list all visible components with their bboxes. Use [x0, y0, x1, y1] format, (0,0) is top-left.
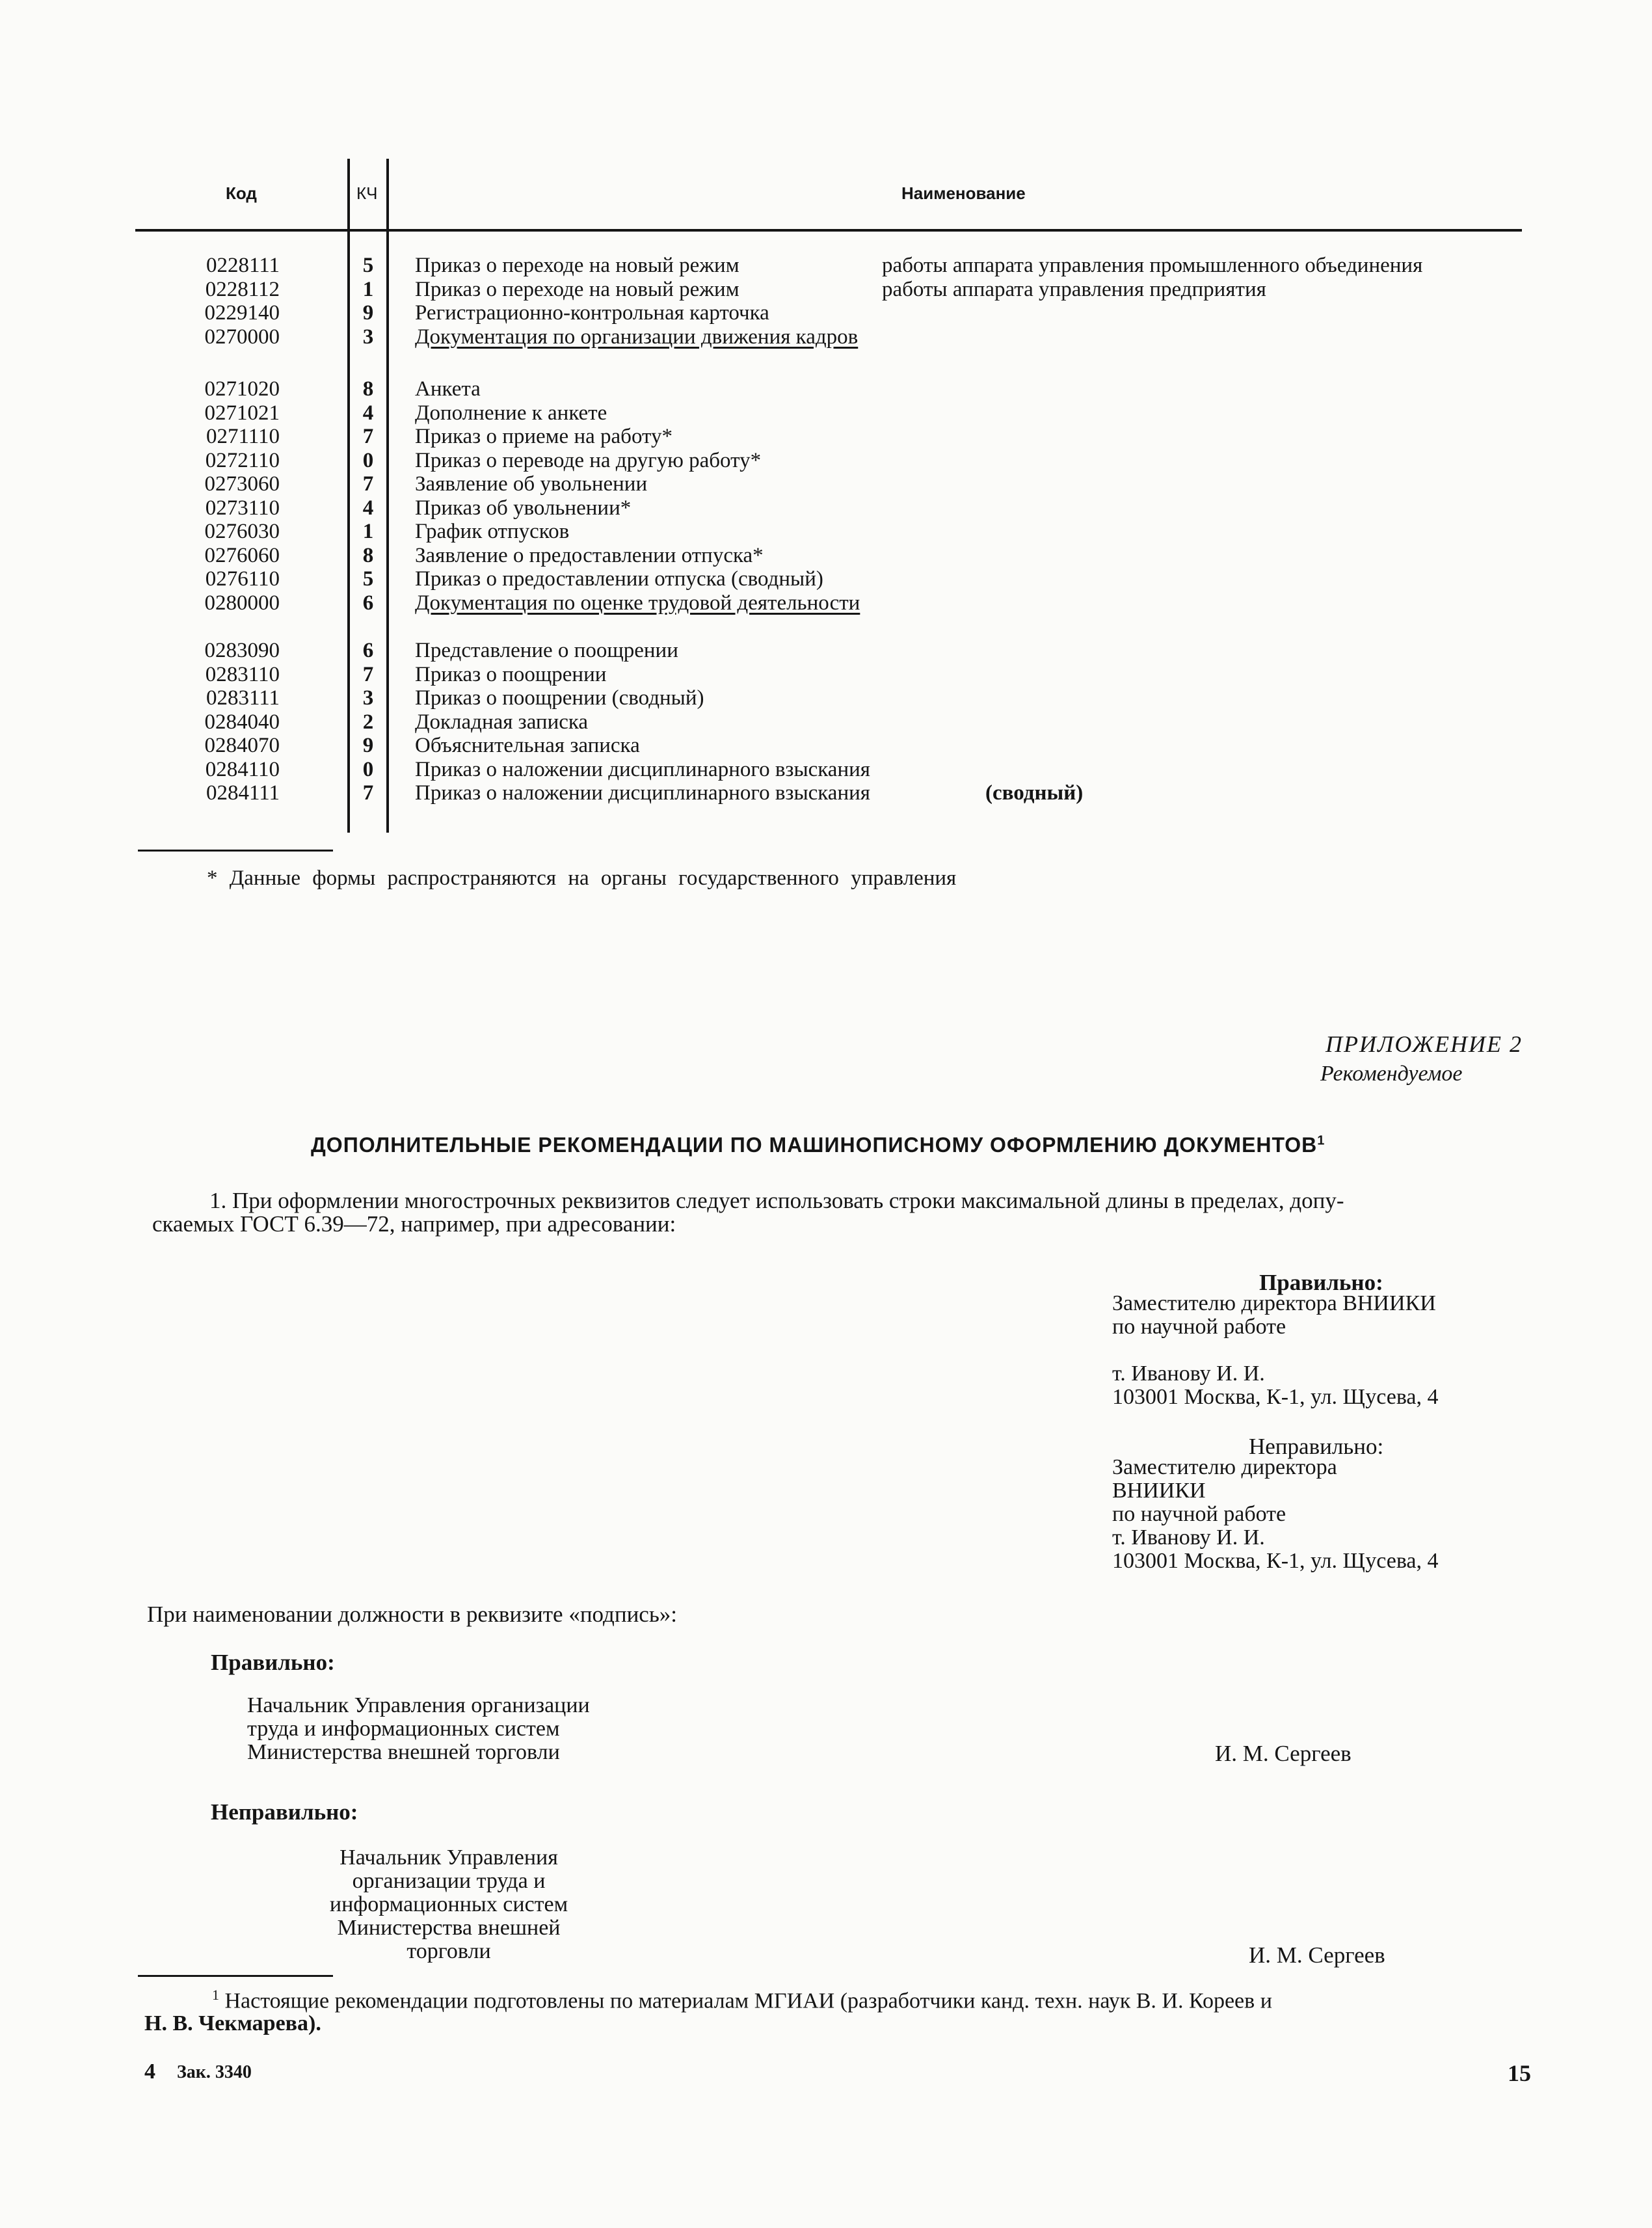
form-code: 0284070	[204, 734, 280, 757]
form-code: 0271021	[204, 401, 280, 425]
table-row	[0, 449, 1652, 472]
table-row	[0, 496, 1652, 520]
footnote-rule	[138, 850, 333, 852]
form-name: Приказ о поощрении (сводный)	[415, 686, 704, 710]
form-code: 0271020	[204, 377, 280, 401]
form-name: График отпусков	[415, 520, 570, 543]
table-row	[0, 781, 1652, 805]
table-row	[0, 639, 1652, 662]
form-name: Приказ о приеме на работу*	[415, 425, 673, 448]
address-wrong-label: Неправильно:	[1249, 1434, 1384, 1459]
form-code: 0273060	[204, 472, 280, 496]
control-number: 1	[362, 277, 374, 301]
form-name: Приказ о поощрении	[415, 662, 607, 686]
table-row	[0, 472, 1652, 496]
form-name: Документация по оценке трудовой деятельности	[415, 591, 860, 615]
signature-intro: При наименовании должности в реквизите «подпись»:	[147, 1602, 678, 1627]
form-code: 0229140	[204, 301, 280, 325]
form-code: 0276030	[204, 520, 280, 543]
address-wrong-block: Заместителю директора ВНИИКИ по научной работе т. Иванову И. И. 103001 Москва, К-1, ул. Щусева, 4	[1112, 1455, 1439, 1573]
control-number: 1	[362, 520, 374, 543]
signature-name-1: И. М. Сергеев	[1215, 1741, 1352, 1766]
control-number: 9	[362, 301, 374, 325]
control-number: 0	[362, 757, 374, 781]
control-number: 8	[362, 543, 374, 567]
form-name: Приказ об увольнении*	[415, 496, 632, 520]
page-footnote-mark: 1	[212, 1987, 219, 2003]
paragraph-1-line-1: 1. При оформлении многострочных реквизитов следует использовать строки максимальной длины в пределах, допу-	[209, 1188, 1344, 1213]
table-row	[0, 520, 1652, 543]
signature-correct-block: Начальник Управления организации труда и информационных систем Министерства внешней торговли	[247, 1693, 590, 1764]
footer-order-number: Зак. 3340	[177, 2062, 252, 2082]
control-number: 6	[362, 639, 374, 662]
page-number: 15	[1508, 2060, 1531, 2086]
page-footnote-line-1	[212, 1987, 1272, 2013]
control-number: 7	[362, 662, 374, 686]
appendix-title: ПРИЛОЖЕНИЕ 2	[1326, 1031, 1523, 1057]
form-name: Заявление об увольнении	[415, 472, 648, 496]
form-code: 0284111	[206, 781, 280, 805]
control-number: 7	[362, 781, 374, 805]
header-rule	[135, 229, 1522, 232]
page-footnote-rule	[138, 1975, 333, 1977]
form-name-continuation: работы аппарата управления промышленного объединения	[882, 254, 1423, 277]
form-code: 0283090	[204, 639, 280, 662]
control-number: 7	[362, 425, 374, 448]
form-name: Приказ о переводе на другую работу*	[415, 448, 762, 472]
signature-wrong-block: Начальник Управления организации труда и информационных систем Министерства внешней торговли	[329, 1845, 568, 1963]
column-header-kch: КЧ	[356, 183, 378, 203]
form-code: 0272110	[205, 448, 280, 472]
address-correct-block: Заместителю директора ВНИИКИ по научной работе т. Иванову И. И. 103001 Москва, К-1, ул. Щусева, 4	[1112, 1291, 1439, 1409]
table-row	[0, 254, 1652, 277]
column-header-code: Код	[226, 183, 257, 203]
form-code: 0271110	[206, 425, 280, 448]
table-row	[0, 734, 1652, 757]
form-code: 0276110	[205, 567, 280, 591]
form-name: Анкета	[415, 377, 481, 401]
form-name: Приказ о переходе на новый режим	[415, 277, 739, 301]
signature-correct-label: Правильно:	[211, 1650, 335, 1675]
control-number: 3	[362, 686, 374, 710]
control-number: 9	[362, 734, 374, 757]
table-row	[0, 377, 1652, 401]
table-footnote: * Данные формы распространяются на органы государственного управления	[207, 866, 957, 890]
control-number: 6	[362, 591, 374, 615]
form-name: Приказ о наложении дисциплинарного взыскания	[415, 781, 870, 805]
form-code: 0284110	[205, 757, 280, 781]
form-code: 0228111	[206, 254, 280, 277]
form-name: Докладная записка	[415, 710, 589, 734]
table-row	[0, 425, 1652, 448]
control-number: 0	[362, 448, 374, 472]
control-number: 3	[362, 325, 374, 349]
form-name: Регистрационно-контрольная карточка	[415, 301, 769, 325]
control-number: 5	[362, 254, 374, 277]
table-row	[0, 758, 1652, 781]
footer-left-number: 4	[144, 2060, 155, 2084]
table-row	[0, 301, 1652, 325]
table-row	[0, 401, 1652, 425]
form-code: 0283110	[205, 662, 280, 686]
form-name: Дополнение к анкете	[415, 401, 607, 425]
form-code: 0228112	[205, 277, 280, 301]
signature-wrong-label: Неправильно:	[211, 1799, 358, 1825]
control-number: 5	[362, 567, 374, 591]
form-name: Заявление о предоставлении отпуска*	[415, 543, 764, 567]
control-number: 8	[362, 377, 374, 401]
column-header-name: Наименование	[901, 183, 1026, 203]
paragraph-1-line-2: скаемых ГОСТ 6.39—72, например, при адресовании:	[152, 1211, 676, 1237]
form-name: Приказ о предоставлении отпуска (сводный)	[415, 567, 823, 591]
form-code: 0276060	[204, 543, 280, 567]
form-name: Объяснительная записка	[415, 734, 640, 757]
appendix-subtitle: Рекомендуемое	[1320, 1062, 1463, 1086]
form-name: Представление о поощрении	[415, 639, 678, 662]
control-number: 4	[362, 496, 374, 520]
page-footnote-text: Настоящие рекомендации подготовлены по материалам МГИАИ (разработчики канд. техн. наук В. И. Кореев и	[224, 1989, 1272, 2013]
form-code: 0280000	[204, 591, 280, 615]
signature-name-2: И. М. Сергеев	[1249, 1942, 1385, 1968]
table-row	[0, 567, 1652, 591]
section-title-text: ДОПОЛНИТЕЛЬНЫЕ РЕКОМЕНДАЦИИ ПО МАШИНОПИСНОМУ ОФОРМЛЕНИЮ ДОКУМЕНТОВ	[311, 1133, 1318, 1157]
table-row	[0, 686, 1652, 710]
section-footnote-mark: 1	[1317, 1133, 1326, 1148]
table-row	[0, 710, 1652, 734]
form-name-suffix: (сводный)	[985, 781, 1084, 805]
form-name: Приказ о переходе на новый режим	[415, 254, 739, 277]
section-title	[311, 1133, 1325, 1157]
form-name: Приказ о наложении дисциплинарного взыскания	[415, 757, 870, 781]
form-code: 0270000	[204, 325, 280, 349]
form-code: 0284040	[204, 710, 280, 734]
table-row	[0, 544, 1652, 567]
control-number: 7	[362, 472, 374, 496]
form-name-continuation: работы аппарата управления предприятия	[882, 277, 1266, 301]
address-correct-label: Правильно:	[1259, 1270, 1383, 1295]
table-row	[0, 663, 1652, 686]
control-number: 4	[362, 401, 374, 425]
page-footnote-line-2: Н. В. Чекмарева).	[144, 2011, 321, 2035]
table-row	[0, 591, 1652, 615]
form-name: Документация по организации движения кадров	[415, 325, 859, 349]
form-code: 0273110	[205, 496, 280, 520]
control-number: 2	[362, 710, 374, 734]
table-row	[0, 325, 1652, 349]
form-code: 0283111	[206, 686, 280, 710]
table-row	[0, 278, 1652, 301]
